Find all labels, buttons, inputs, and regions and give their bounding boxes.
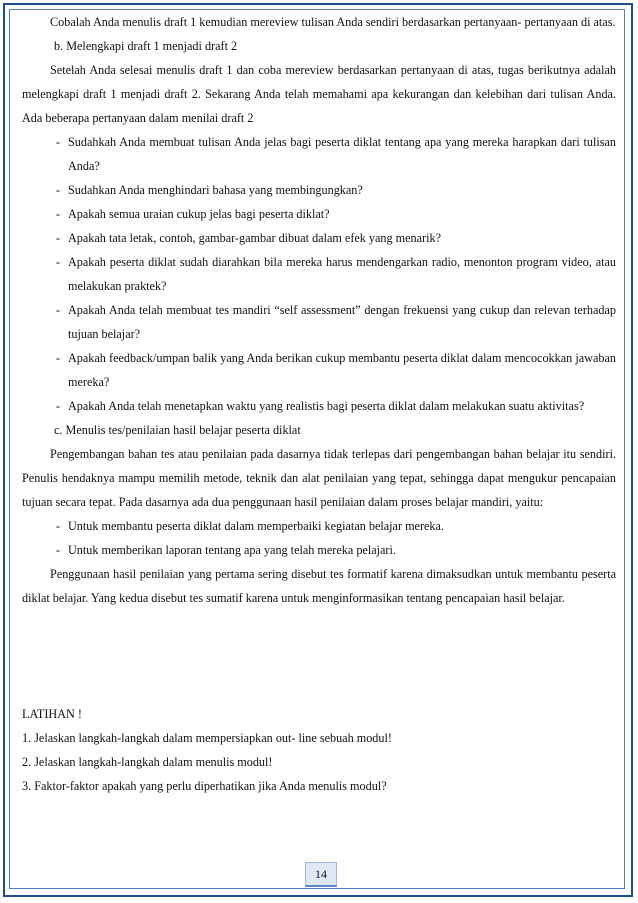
paragraph-formative-summative: Penggunaan hasil penilaian yang pertama sering disebut tes formatif karena dimaksudkan untuk membantu peserta diklat belajar. Yang kedua disebut tes sumatif karena untuk menginformasikan tentang pencapaian hasil belajar. xyxy=(22,567,616,605)
list-item: - Apakah Anda telah menetapkan waktu yang realistis bagi peserta diklat dalam melakukan suatu aktivitas? xyxy=(22,394,616,418)
exercise-item: 1. Jelaskan langkah-langkah dalam mempersiapkan out- line sebuah modul! xyxy=(22,731,392,745)
paragraph-assessment: Pengembangan bahan tes atau penilaian pada dasarnya tidak terlepas dari pengembangan bahan belajar itu sendiri. Penulis hendaknya mampu memilih metode, teknik dan alat penilaian yang tepat, sehingga dapat mengukur pencapaian tujuan secara tepat. Pada dasarnya ada dua penggunaan hasil penilaian dalam proses belajar mandiri, yaitu: xyxy=(22,447,616,509)
heading-draft-2: b. Melengkapi draft 1 menjadi draft 2 xyxy=(54,39,238,53)
list-item: - Untuk membantu peserta diklat dalam memperbaiki kegiatan belajar mereka. xyxy=(22,514,616,538)
document-body xyxy=(22,10,616,798)
list-item: - Sudahkan Anda menghindari bahasa yang membingungkan? xyxy=(22,178,616,202)
list-item: - Untuk memberikan laporan tentang apa yang telah mereka pelajari. xyxy=(22,538,616,562)
page-number: 14 xyxy=(305,862,337,887)
list-item: - Apakah peserta diklat sudah diarahkan bila mereka harus mendengarkan radio, menonton program video, atau melakukan praktek? xyxy=(22,250,616,298)
paragraph-draft-review: Cobalah Anda menulis draft 1 kemudian mereview tulisan Anda sendiri berdasarkan pertanyaan- pertanyaan di atas. xyxy=(50,15,616,29)
question-list xyxy=(22,130,616,418)
heading-assessment: c. Menulis tes/penilaian hasil belajar peserta diklat xyxy=(54,423,301,437)
exercise-title: LATIHAN ! xyxy=(22,707,82,721)
list-item: - Apakah semua uraian cukup jelas bagi peserta diklat? xyxy=(22,202,616,226)
list-item: - Apakah tata letak, contoh, gambar-gambar dibuat dalam efek yang menarik? xyxy=(22,226,616,250)
spacer xyxy=(22,610,616,702)
list-item: - Sudahkah Anda membuat tulisan Anda jelas bagi peserta diklat tentang apa yang mereka harapkan dari tulisan Anda? xyxy=(22,130,616,178)
exercise-item: 2. Jelaskan langkah-langkah dalam menulis modul! xyxy=(22,755,273,769)
list-item: - Apakah Anda telah membuat tes mandiri “self assessment” dengan frekuensi yang cukup dan relevan terhadap tujuan belajar? xyxy=(22,298,616,346)
uses-list xyxy=(22,514,616,562)
paragraph-draft-2: Setelah Anda selesai menulis draft 1 dan coba mereview berdasarkan pertanyaan di atas, tugas berikutnya adalah melengkapi draft 1 menjadi draft 2. Sekarang Anda telah memahami apa kekurangan dan kelebihan dari tulisan Anda. Ada beberapa pertanyaan dalam menilai draft 2 xyxy=(22,63,616,125)
exercise-item: 3. Faktor-faktor apakah yang perlu diperhatikan jika Anda menulis modul? xyxy=(22,779,387,793)
list-item: - Apakah feedback/umpan balik yang Anda berikan cukup membantu peserta diklat dalam mencocokkan jawaban mereka? xyxy=(22,346,616,394)
